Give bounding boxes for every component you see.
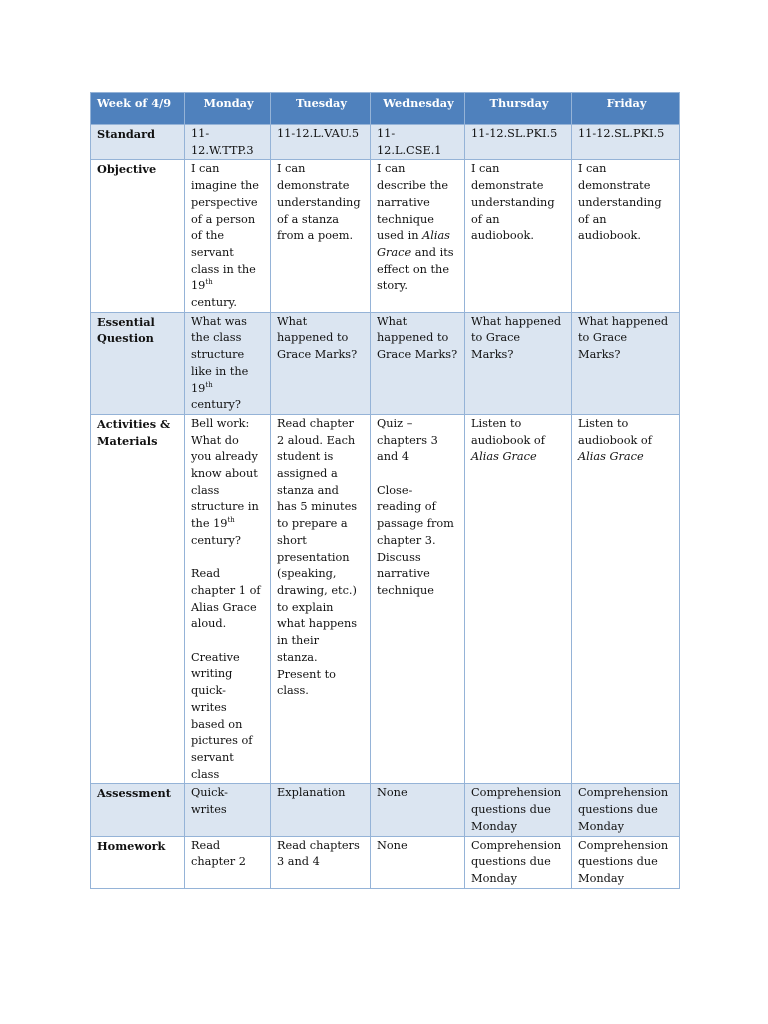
line: None [377,786,408,800]
line: pictures of [191,734,253,748]
line [377,228,460,245]
line: effect on the [377,262,450,276]
line: Question [97,331,154,346]
line: Activities & [97,416,171,431]
line: story. [377,279,409,293]
paragraph-gap [191,550,266,567]
line: I can [471,162,500,176]
line: Quiz – [377,416,413,430]
homework-wednesday [371,836,465,888]
essential-question-label [91,312,185,414]
line: student is [277,450,334,464]
activities-friday [572,414,680,783]
essential-monday [185,312,271,414]
line: narrative [377,195,430,209]
line: quick- [191,684,226,698]
ordinal-suffix: th [227,516,235,525]
line: drawing, etc.) [277,583,357,597]
objective-label: Objective [91,160,185,312]
assessment-monday [185,784,271,836]
line: What do [191,433,239,447]
homework-friday [572,836,680,888]
line: What was [191,314,247,328]
line: Grace Marks? [277,348,358,362]
line: stanza and [277,483,339,497]
century-number: 19 [191,279,206,293]
line: What happened [578,314,669,328]
century-number: 19 [191,381,206,395]
book-title: Alias Grace [578,450,644,464]
assessment-wednesday [371,784,465,836]
line: Read chapter [277,416,354,430]
essential-wednesday [371,312,465,414]
line: in their [277,634,319,648]
line: demonstrate [277,179,350,193]
line: of the [191,229,225,243]
line: perspective [191,195,258,209]
line: know about [191,467,258,481]
line: you already [191,450,258,464]
line: I can [277,162,306,176]
line: century? [191,398,241,412]
line [191,278,266,295]
line [191,381,266,398]
line: 11-12.L.VAU.5 [277,127,360,140]
line: century? [191,533,241,547]
line: to Grace [471,331,521,345]
homework-label: Homework [91,836,185,888]
line: Listen to [578,416,629,430]
standard-label: Standard [91,125,185,160]
line: imagine the [191,179,259,193]
standard-monday [185,125,271,160]
line: Present to [277,667,336,681]
monday-header: Monday [185,93,271,125]
line: happened to [277,331,349,345]
line: happened to [377,331,449,345]
line: I can [578,162,607,176]
line: 11- [191,127,210,140]
wednesday-header: Wednesday [371,93,465,125]
line: Grace Marks? [377,348,458,362]
line: (speaking, [277,567,337,581]
activities-monday [185,414,271,783]
line: class in the [191,262,256,276]
line: Monday [471,819,517,833]
line: Essential [97,314,155,329]
line: the class [191,331,242,345]
line: technique [377,212,434,226]
line: audiobook of [578,433,652,447]
line: passage from [377,517,454,531]
line: 11-12.SL.PKI.5 [471,127,558,140]
homework-monday [185,836,271,888]
line: demonstrate [471,179,544,193]
line: I can [377,162,406,176]
line: chapter 1 of [191,583,261,597]
line: servant [191,245,234,259]
line: audiobook. [471,229,534,243]
used-in-text: used in [377,229,423,243]
line: Read [191,838,221,852]
line: audiobook. [578,229,641,243]
the-19-text: the 19 [191,517,228,531]
homework-row [91,836,680,888]
line: Comprehension [578,838,669,852]
friday-header: Friday [572,93,680,125]
line: stanza. [277,650,318,664]
activities-tuesday [271,414,371,783]
line: questions due [471,855,551,869]
line: 12.W.TTP.3 [191,143,254,157]
line: writing [191,667,233,681]
tuesday-header: Tuesday [271,93,371,125]
line: presentation [277,550,350,564]
line: Monday [578,871,624,885]
line: None [377,838,408,852]
assessment-friday [572,784,680,836]
line: technique [377,583,434,597]
line: describe the [377,179,449,193]
week-header: Week of 4/9 [91,93,185,125]
line: Close- [377,483,413,497]
thursday-header: Thursday [465,93,572,125]
line: aloud. [191,617,227,631]
line: and 4 [377,450,410,464]
book-title: Alias Grace [471,450,537,464]
line: writes [191,700,227,714]
activities-thursday [465,414,572,783]
line: chapter 2 [191,855,246,869]
line: Creative [191,650,240,664]
line: reading of [377,500,436,514]
paragraph-gap [191,633,266,650]
line: 2 aloud. Each [277,433,356,447]
line: understanding [578,195,662,209]
line [578,449,675,466]
standard-row [91,125,680,160]
line: 12.L.CSE.1 [377,143,442,157]
essential-friday [572,312,680,414]
line: What happened [471,314,562,328]
standard-thursday [465,125,572,160]
line: has 5 minutes [277,500,358,514]
line: narrative [377,567,430,581]
line: chapters 3 [377,433,438,447]
line: What [277,314,308,328]
line: structure in [191,500,259,514]
line: what happens [277,617,358,631]
line: I can [191,162,220,176]
line: Monday [578,819,624,833]
line: Explanation [277,786,346,800]
line: Bell work: [191,416,250,430]
line: Monday [471,871,517,885]
line: 11- [377,127,396,140]
homework-thursday [465,836,572,888]
ordinal-suffix: th [205,278,213,287]
line: class [191,767,220,781]
objective-wednesday [371,160,465,312]
objective-thursday [465,160,572,312]
activities-wednesday [371,414,465,783]
line: Comprehension [578,786,669,800]
line: of a person [191,212,256,226]
objective-row [91,160,680,312]
line: demonstrate [578,179,651,193]
line: Comprehension [471,838,562,852]
line: understanding [471,195,555,209]
line [471,449,567,466]
line: to prepare a [277,517,348,531]
homework-tuesday [271,836,371,888]
line: What [377,314,408,328]
line: Materials [97,433,158,448]
line: Quick- [191,786,228,800]
line: of an [578,212,607,226]
line: of a stanza [277,212,339,226]
book-title: Grace [377,245,412,259]
line: based on [191,717,243,731]
assessment-label: Assessment [91,784,185,836]
line: like in the [191,364,249,378]
standard-friday [572,125,680,160]
header-row [91,93,680,125]
line: understanding [277,195,361,209]
book-title: Alias [422,229,450,243]
essential-tuesday [271,312,371,414]
line: Discuss [377,550,421,564]
objective-monday [185,160,271,312]
line: 11-12.SL.PKI.5 [578,127,665,140]
objective-friday [572,160,680,312]
objective-tuesday [271,160,371,312]
line: chapter 3. [377,533,436,547]
line: assigned a [277,467,338,481]
line: Alias Grace [191,600,257,614]
line: Listen to [471,416,522,430]
line: Read chapters [277,838,360,852]
line: Comprehension [471,786,562,800]
assessment-row [91,784,680,836]
assessment-tuesday [271,784,371,836]
essential-thursday [465,312,572,414]
ordinal-suffix: th [205,380,213,389]
activities-row [91,414,680,783]
line: writes [191,803,227,817]
activities-label [91,414,185,783]
line: questions due [578,803,658,817]
line: audiobook of [471,433,545,447]
line: century. [191,296,237,310]
line: Marks? [471,348,514,362]
line: Read [191,567,221,581]
line: short [277,533,307,547]
line [377,245,460,262]
essential-question-row [91,312,680,414]
standard-wednesday [371,125,465,160]
line: questions due [578,855,658,869]
paragraph-gap [377,466,460,483]
line: 3 and 4 [277,855,320,869]
assessment-thursday [465,784,572,836]
line [191,516,266,533]
line: questions due [471,803,551,817]
line: to Grace [578,331,628,345]
line: from a poem. [277,229,354,243]
line: class. [277,684,309,698]
line: Marks? [578,348,621,362]
line: class [191,483,220,497]
line: servant [191,750,234,764]
standard-tuesday [271,125,371,160]
lesson-plan-table [90,92,680,889]
and-its-text: and its [411,245,454,259]
line: to explain [277,600,334,614]
line: of an [471,212,500,226]
line: structure [191,348,245,362]
